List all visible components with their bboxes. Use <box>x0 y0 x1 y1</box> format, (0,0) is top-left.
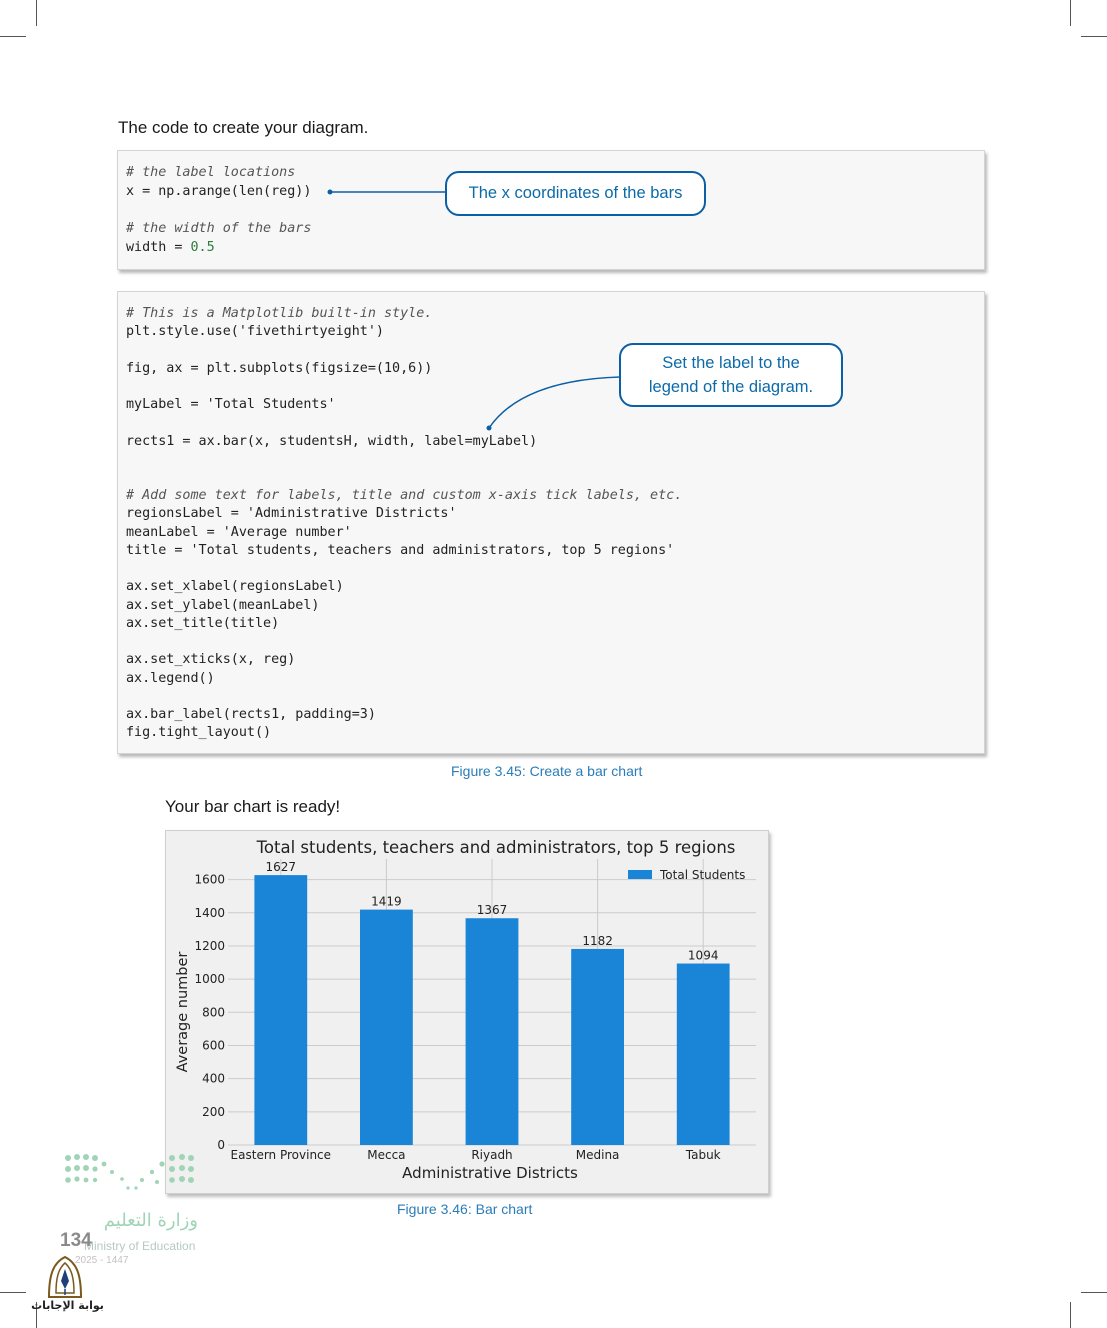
x-tick-label: Tabuk <box>685 1148 721 1162</box>
code-line: myLabel = 'Total Students' <box>126 397 336 412</box>
crop-mark <box>1081 1292 1107 1293</box>
ready-text: Your bar chart is ready! <box>165 797 341 816</box>
code-line: fig.tight_layout() <box>126 725 272 740</box>
crop-mark <box>36 0 37 26</box>
callout-legend-label: Set the label to the legend of the diagram. <box>619 343 843 407</box>
y-tick-label: 400 <box>202 1071 225 1086</box>
bar <box>677 964 730 1145</box>
x-tick-label: Eastern Province <box>230 1148 332 1162</box>
crop-mark <box>1070 1302 1071 1328</box>
code-line: x = np.arange(len(reg)) <box>126 184 312 199</box>
y-tick-label: 0 <box>217 1138 225 1152</box>
ministry-arabic-name: وزارة التعليم <box>103 1210 198 1231</box>
bar-value-label: 1094 <box>687 948 719 963</box>
code-line: # the width of the bars <box>126 221 312 236</box>
bar <box>254 875 307 1145</box>
ministry-year: 2025 - 1447 <box>75 1255 129 1266</box>
ministry-dots-icon <box>62 1150 202 1195</box>
intro-text: The code to create your diagram. <box>118 118 369 137</box>
y-tick-label: 200 <box>202 1104 225 1119</box>
y-tick-label: 600 <box>202 1038 225 1053</box>
code-line: meanLabel = 'Average number' <box>126 525 352 540</box>
bar-chart-figure <box>165 830 769 1194</box>
code-line: ax.bar_label(rects1, padding=3) <box>126 707 376 722</box>
y-tick-label: 1400 <box>194 905 225 920</box>
bar <box>466 918 519 1145</box>
x-tick-label: Medina <box>575 1148 620 1162</box>
crop-mark <box>0 1292 26 1293</box>
figure-caption: Figure 3.45: Create a bar chart <box>451 763 643 779</box>
code-line: # Add some text for labels, title and custom x-axis tick labels, etc. <box>126 488 683 503</box>
code-line: ax.set_ylabel(meanLabel) <box>126 598 320 613</box>
callout-connector <box>325 186 450 198</box>
page-number: 134 <box>60 1230 92 1251</box>
callout-x-coordinates: The x coordinates of the bars <box>445 171 706 216</box>
code-line: fig, ax = plt.subplots(figsize=(10,6)) <box>126 361 433 376</box>
figure-caption: Figure 3.46: Bar chart <box>397 1201 533 1217</box>
bar <box>360 910 413 1145</box>
legend-swatch <box>628 870 652 879</box>
bar-value-label: 1182 <box>582 933 613 948</box>
code-line: plt.style.use('fivethirtyeight') <box>126 324 384 339</box>
watermark-text: بوابة الإجابات <box>31 1299 104 1312</box>
crop-mark <box>0 36 26 37</box>
code-line: # the label locations <box>126 165 296 180</box>
y-axis-label: Average number <box>175 951 191 1073</box>
x-axis-label: Administrative Districts <box>402 1164 578 1182</box>
bar-chart <box>166 831 768 1193</box>
pen-emblem-icon <box>45 1255 85 1299</box>
x-tick-label: Riyadh <box>471 1148 513 1162</box>
code-line-number: 0.5 <box>190 240 215 255</box>
y-tick-label: 1000 <box>194 972 225 987</box>
code-line: ax.set_xlabel(regionsLabel) <box>126 579 344 594</box>
bar <box>571 949 624 1145</box>
code-line: ax.set_title(title) <box>126 616 280 631</box>
code-block-bar-chart <box>117 291 985 754</box>
code-line: # This is a Matplotlib built-in style. <box>126 306 433 321</box>
chart-title: Total students, teachers and administrators, top 5 regions <box>256 838 736 857</box>
y-tick-label: 800 <box>202 1005 225 1020</box>
y-tick-label: 1200 <box>194 938 225 953</box>
crop-mark <box>1081 36 1107 37</box>
code-line: regionsLabel = 'Administrative Districts' <box>126 506 457 521</box>
code-line: rects1 = ax.bar(x, studentsH, width, label=myLabel) <box>126 434 538 449</box>
legend-label: Total Students <box>660 868 746 882</box>
watermark <box>30 1255 105 1320</box>
bar-value-label: 1419 <box>371 894 402 909</box>
code-line: width = 0.5 <box>126 240 215 255</box>
y-tick-label: 1600 <box>194 872 225 887</box>
code-line: title = 'Total students, teachers and administrators, top 5 regions' <box>126 543 675 558</box>
bar-value-label: 1627 <box>265 860 297 875</box>
bar-value-label: 1367 <box>476 903 508 918</box>
code-line: ax.legend() <box>126 671 215 686</box>
callout-connector <box>482 370 622 434</box>
code-line: ax.set_xticks(x, reg) <box>126 652 296 667</box>
crop-mark <box>1070 0 1071 26</box>
ministry-english-name: Ministry of Education <box>84 1239 196 1253</box>
x-tick-label: Mecca <box>367 1148 406 1162</box>
